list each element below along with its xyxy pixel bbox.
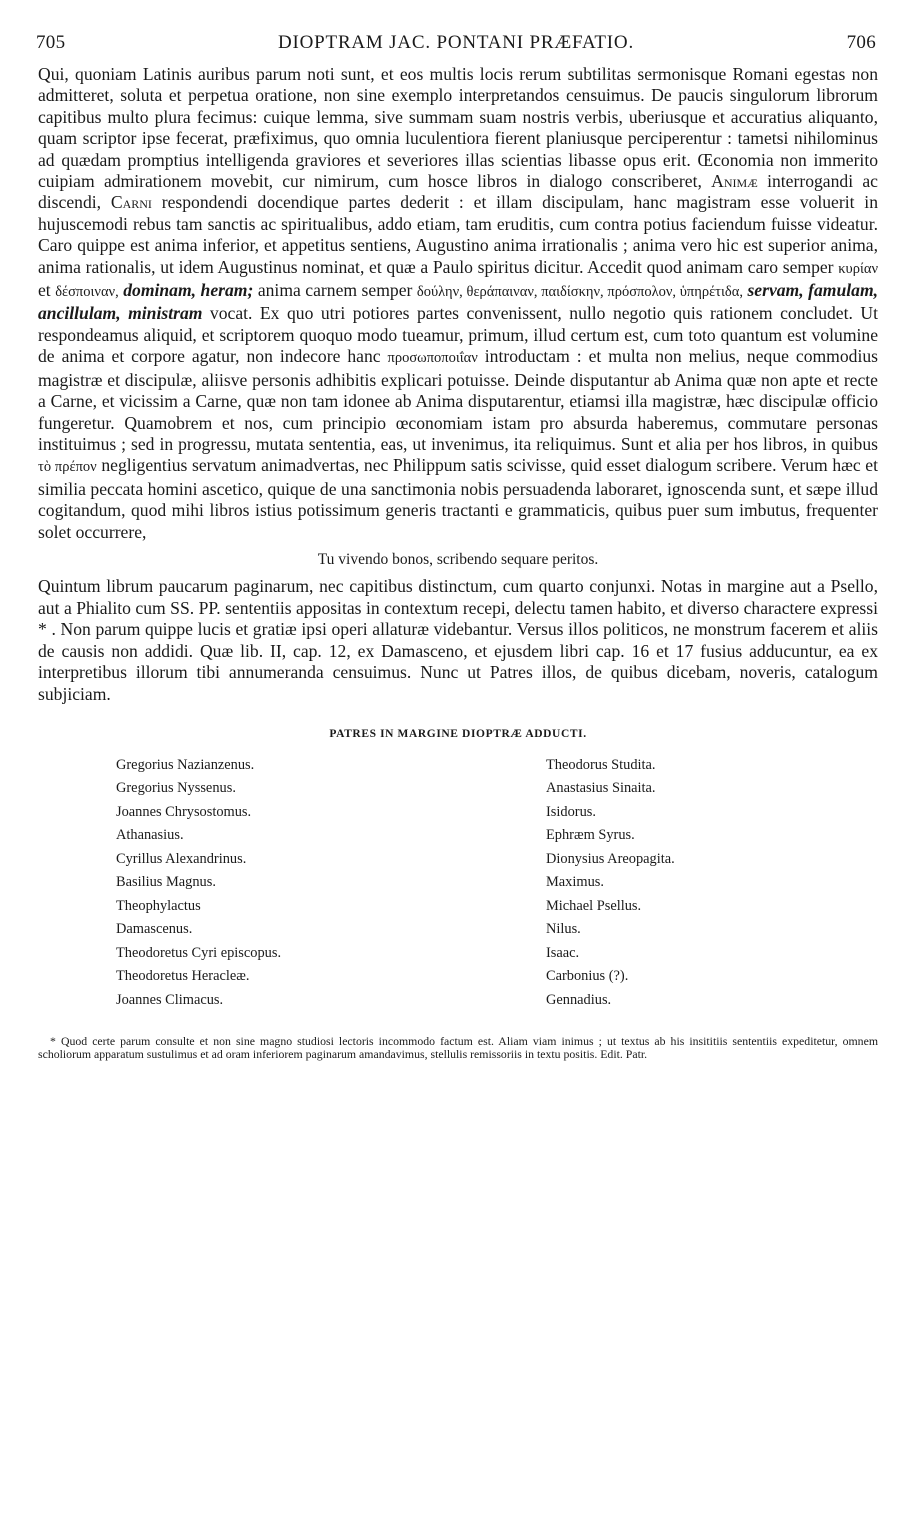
list-item: Isaac. xyxy=(546,944,580,961)
page-header xyxy=(36,32,876,58)
running-title: DIOPTRAM JAC. PONTANI PRÆFATIO. xyxy=(278,32,634,53)
list-item: Joannes Climacus. xyxy=(116,991,224,1008)
text-run: et xyxy=(38,280,56,301)
page-number-right: 706 xyxy=(846,32,876,53)
list-item: Michael Psellus. xyxy=(546,897,642,914)
list-item: Carbonius (?). xyxy=(546,968,629,984)
text-run: respondendi docendique partes dederit : et illam discipulam, hanc magistram esse voluerit in hujuscemodi rebus tam sanctis ac spiritualibus, addo etiam, tam eruditis, cum contra potius faciendum fuisse videatur. Caro quippe est anima inferior, et appetitus sentiens, Augustino anima irrationalis ; anima vero hic est superior anima, anima rationalis, ut idem Augustinus nominat, et quæ a Paulo spiritus dicitur. Accedit quod animam caro semper xyxy=(38,192,878,277)
speaker-anima: Animæ xyxy=(711,171,758,192)
list-item: Theodoretus Cyri episcopus. xyxy=(116,944,282,961)
fathers-list xyxy=(38,754,878,1019)
speaker-carni: Carni xyxy=(110,192,152,213)
preface-paragraph-2: Quintum librum paucarum paginarum, nec capitibus distinctum, cum quarto conjunxi. Notas in margine aut a Psello, aut a Phialito cum SS. PP. sententiis appositas in contextum recepi, delectu tamen habito, et diverso charactere expressi * . Non parum quippe lucis et gratiæ ipsi operi allaturæ videbantur. Versus illos politicos, ne monstrum facerem et aliis de causis non addidi. Quæ lib. II, cap. 12, ex Damasceno, et ejusdem libri cap. 16 et 17 fusius adducuntur, ea ex interpretibus illorum tibi annumeranda censuimus. Nunc ut Patres illos, de quibus dicebam, noveris, catalogum subjiciam. xyxy=(38,575,878,704)
list-item: Maximus. xyxy=(546,874,604,890)
text-run: Qui, quoniam Latinis auribus parum noti sunt, et eos multis locis rerum subtilitas sermonisque Romani egestas non admitteret, soluta et perpetua oratione, non sine exemplo interpretandos censuimus. De paucis singulorum librorum capitibus multo plura fecimus: cuique lemma, sive summam suam nostris verbis, uberiusque et accuratius aliquanto, quam scriptor ipse fecerat, præfiximus, quo omnia luculentiora fierent planiusque perciperentur : tametsi nihilominus ad quædam promptius intelligenda graviores et severiores illas scientias libasse opus erit. Œconomia non immerito cuipiam admirationem movebit, cur nimirum, cum hosce libros in dialogo conscriberet, xyxy=(38,64,878,192)
list-item: Dionysius Areopagita. xyxy=(546,850,675,867)
text-run: introductam : et multa non melius, neque commodius magistræ et discipulæ, aliisve personis adhibitis explicari potuisse. Deinde disputantur ab Anima quæ non apte et recte a Carne, et vicissim a Carne, quæ non tam idonee ab Anima disputarentur, etiamsi illa magistræ, hæc discipulæ officio fungeretur. Quamobrem et nos, cum principio œconomiam istam pro absurda haberemus, commutare personas instituimus ; sed in progressu, mutata sententia, eas, ut invenimus, ita reliquimus. Sunt et alia per hos libros, in quibus xyxy=(38,346,878,454)
greek-term: δέσποιναν, xyxy=(55,284,119,301)
fathers-column-right xyxy=(546,754,675,1013)
list-item: Gregorius Nazianzenus. xyxy=(116,756,255,773)
list-item: Cyrillus Alexandrinus. xyxy=(116,850,247,867)
list-item: Basilius Magnus. xyxy=(116,874,216,890)
list-item: Damascenus. xyxy=(116,921,193,937)
fathers-column-left xyxy=(116,754,281,1013)
fathers-list-title: PATRES IN MARGINE DIOPTRÆ ADDUCTI. xyxy=(329,727,587,740)
list-item: Gennadius. xyxy=(546,991,612,1008)
footnote: * Quod certe parum consulte et non sine magno studiosi lectoris incommodo factum est. Aliam viam inimus ; ut textus ab his insititiis sententiis expeditetur, omnem scholiorum apparatum sustulimus et ad oram inferiorem paginarum amandavimus, stellulis remissoriis in textu positis. Edit. Patr. xyxy=(38,1033,878,1062)
list-item: Anastasius Sinaita. xyxy=(546,780,656,796)
greek-term: δούλην, θεράπαιναν, παιδίσκην, πρόσπολον, ὑπηρέτιδα, xyxy=(416,284,743,301)
list-item: Ephræm Syrus. xyxy=(546,827,635,843)
text-run: negligentius servatum animadvertas, nec Philippum satis scivisse, quid esset dialogum scribere. Verum hæc et similia peccata homini ascetico, quique de una sanctimonia nobis persuadenda laboraret, ignoscenda sunt, et sæpe illud cogitandum, quod mihi libros istius potissimum generis tractanti e grammaticis, quibus puer sum imbutus, frequenter solet occurrere, xyxy=(38,455,878,542)
list-item: Isidorus. xyxy=(546,803,596,820)
list-item: Theodoretus Heracleæ. xyxy=(116,968,250,984)
latin-italic-terms: dominam, heram; xyxy=(123,280,254,301)
list-item: Theodorus Studita. xyxy=(546,756,656,773)
list-item: Theophylactus xyxy=(116,897,201,914)
text-run: vocat. Ex quo utri potiores partes convenissent, nullo negotio quis rationem concludet. Ut respondeamus aliquid, et scriptorem quoquo modo tueamur, primum, illud certum est, cum toto quantum est volumine de anima et corpore agatur, non indecore hanc xyxy=(38,303,878,367)
greek-term: κυρίαν xyxy=(838,260,878,277)
verse-quotation: Tu vivendo bonos, scribendo sequare peritos. xyxy=(317,550,599,568)
greek-term: τὸ πρέπον xyxy=(38,459,97,476)
preface-paragraph-1 xyxy=(38,64,878,543)
list-item: Gregorius Nyssenus. xyxy=(116,780,236,796)
list-item: Athanasius. xyxy=(116,827,184,843)
list-item: Nilus. xyxy=(546,921,581,937)
page-number-left: 705 xyxy=(36,32,66,53)
page-body xyxy=(38,64,878,1062)
text-run: interrogandi ac discendi, xyxy=(38,171,878,213)
greek-term: προσωποποιΐαν xyxy=(387,350,478,367)
latin-italic-terms: servam, famulam, ancillulam, ministram xyxy=(38,280,879,324)
list-item: Joannes Chrysostomus. xyxy=(116,803,252,820)
text-run: anima carnem semper xyxy=(253,280,417,301)
